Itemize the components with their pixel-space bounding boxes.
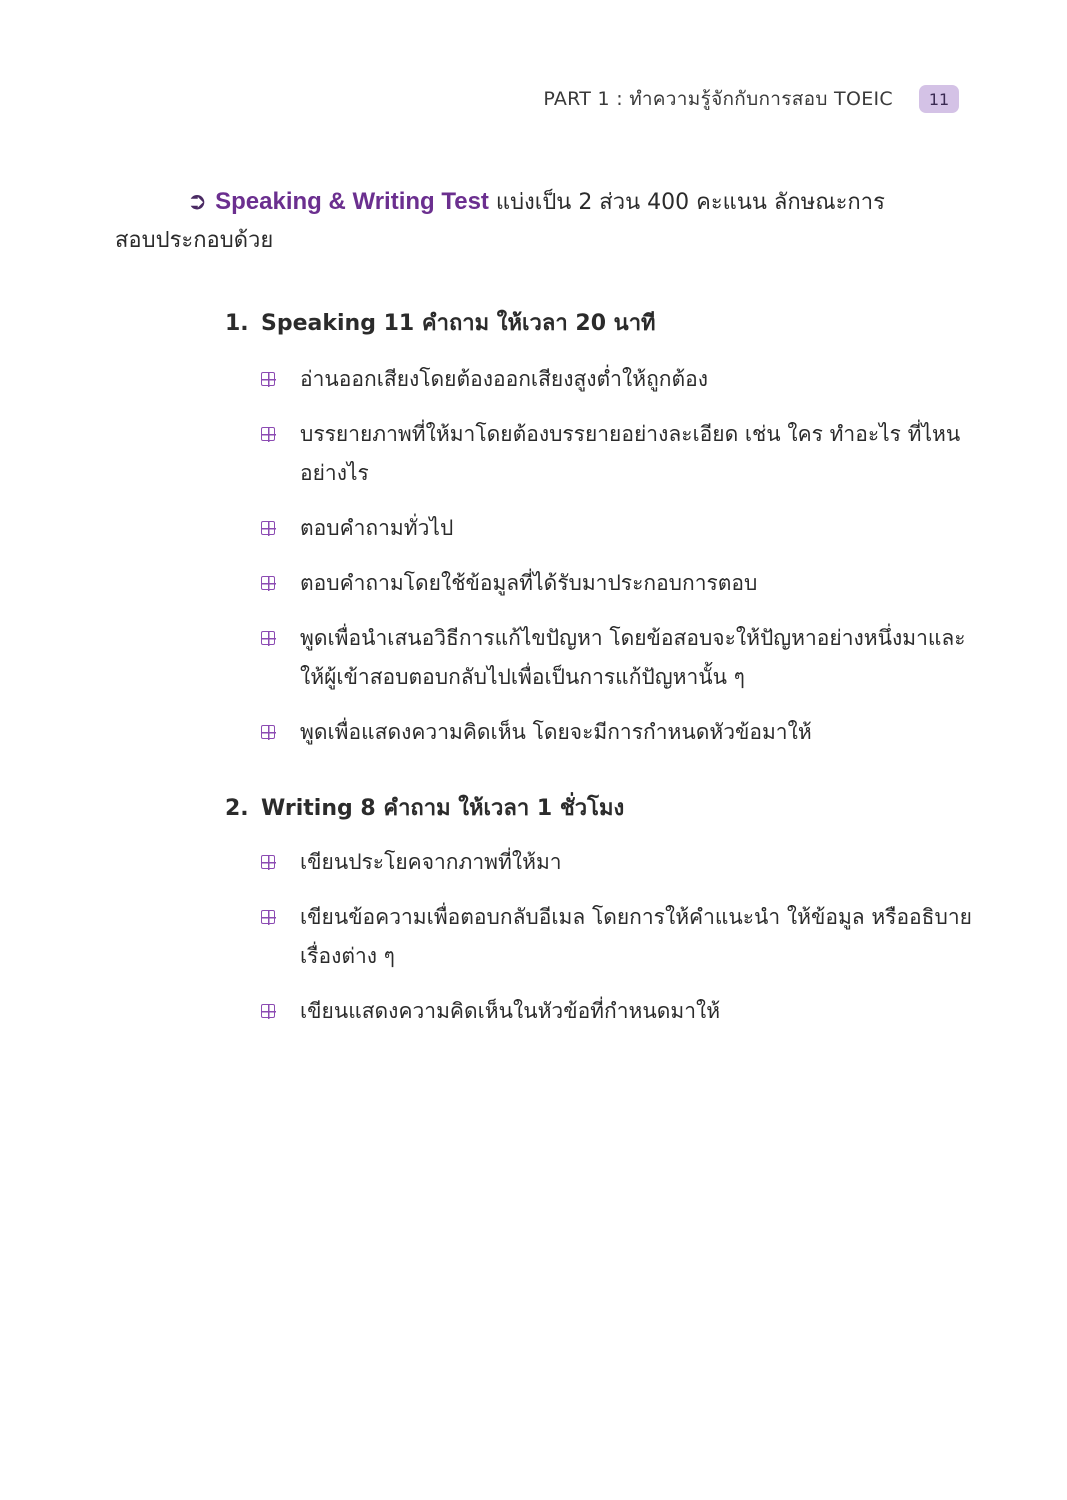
intro-paragraph	[115, 182, 915, 260]
arrow-icon: ➲	[187, 187, 208, 215]
boxed-plus-icon	[260, 576, 284, 590]
page-number-badge: 11	[919, 85, 959, 113]
section-heading-speaking	[225, 305, 656, 340]
section-title: Speaking 11 คำถาม ให้เวลา 20 นาที	[261, 311, 656, 336]
boxed-plus-icon	[260, 521, 284, 535]
boxed-plus-icon	[260, 855, 284, 869]
boxed-plus-icon	[260, 1004, 284, 1018]
section-number: 2.	[225, 796, 249, 821]
list-item	[260, 564, 980, 603]
running-title: PART 1 : ทำความรู้จักกับการสอบ TOEIC	[543, 88, 893, 110]
boxed-plus-icon	[260, 427, 284, 441]
intro-text: แบ่งเป็น 2 ส่วน 400 คะแนน ลักษณะการสอบประกอบด้วย	[115, 190, 885, 253]
page-header	[543, 84, 959, 114]
list-item	[260, 360, 980, 399]
list-item-text: ตอบคำถามทั่วไป	[300, 516, 454, 540]
list-item	[260, 619, 980, 697]
intro-highlight: Speaking & Writing Test	[215, 188, 489, 215]
list-item-text: พูดเพื่อนำเสนอวิธีการแก้ไขปัญหา โดยข้อสอบจะให้ปัญหาอย่างหนึ่งมาและให้ผู้เข้าสอบตอบกลับไปเพื่อเป็นการแก้ปัญหานั้น ๆ	[300, 626, 966, 689]
list-item	[260, 843, 980, 882]
section-title: Writing 8 คำถาม ให้เวลา 1 ชั่วโมง	[261, 796, 625, 821]
list-item	[260, 713, 980, 752]
boxed-plus-icon	[260, 725, 284, 739]
boxed-plus-icon	[260, 910, 284, 924]
list-item-text: เขียนประโยคจากภาพที่ให้มา	[300, 850, 562, 874]
list-item	[260, 415, 980, 493]
list-item-text: อ่านออกเสียงโดยต้องออกเสียงสูงต่ำให้ถูกต้อง	[300, 367, 709, 391]
list-item-text: เขียนข้อความเพื่อตอบกลับอีเมล โดยการให้คำแนะนำ ให้ข้อมูล หรืออธิบายเรื่องต่าง ๆ	[300, 905, 972, 968]
boxed-plus-icon	[260, 372, 284, 386]
speaking-list	[260, 360, 980, 768]
section-heading-writing	[225, 790, 624, 825]
boxed-plus-icon	[260, 631, 284, 645]
list-item	[260, 992, 980, 1031]
list-item-text: เขียนแสดงความคิดเห็นในหัวข้อที่กำหนดมาให้	[300, 999, 721, 1023]
list-item	[260, 898, 980, 976]
list-item-text: บรรยายภาพที่ให้มาโดยต้องบรรยายอย่างละเอียด เช่น ใคร ทำอะไร ที่ไหน อย่างไร	[300, 422, 961, 485]
section-number: 1.	[225, 311, 249, 336]
list-item	[260, 509, 980, 548]
writing-list	[260, 843, 980, 1047]
list-item-text: พูดเพื่อแสดงความคิดเห็น โดยจะมีการกำหนดหัวข้อมาให้	[300, 720, 812, 744]
list-item-text: ตอบคำถามโดยใช้ข้อมูลที่ได้รับมาประกอบการตอบ	[300, 571, 758, 595]
